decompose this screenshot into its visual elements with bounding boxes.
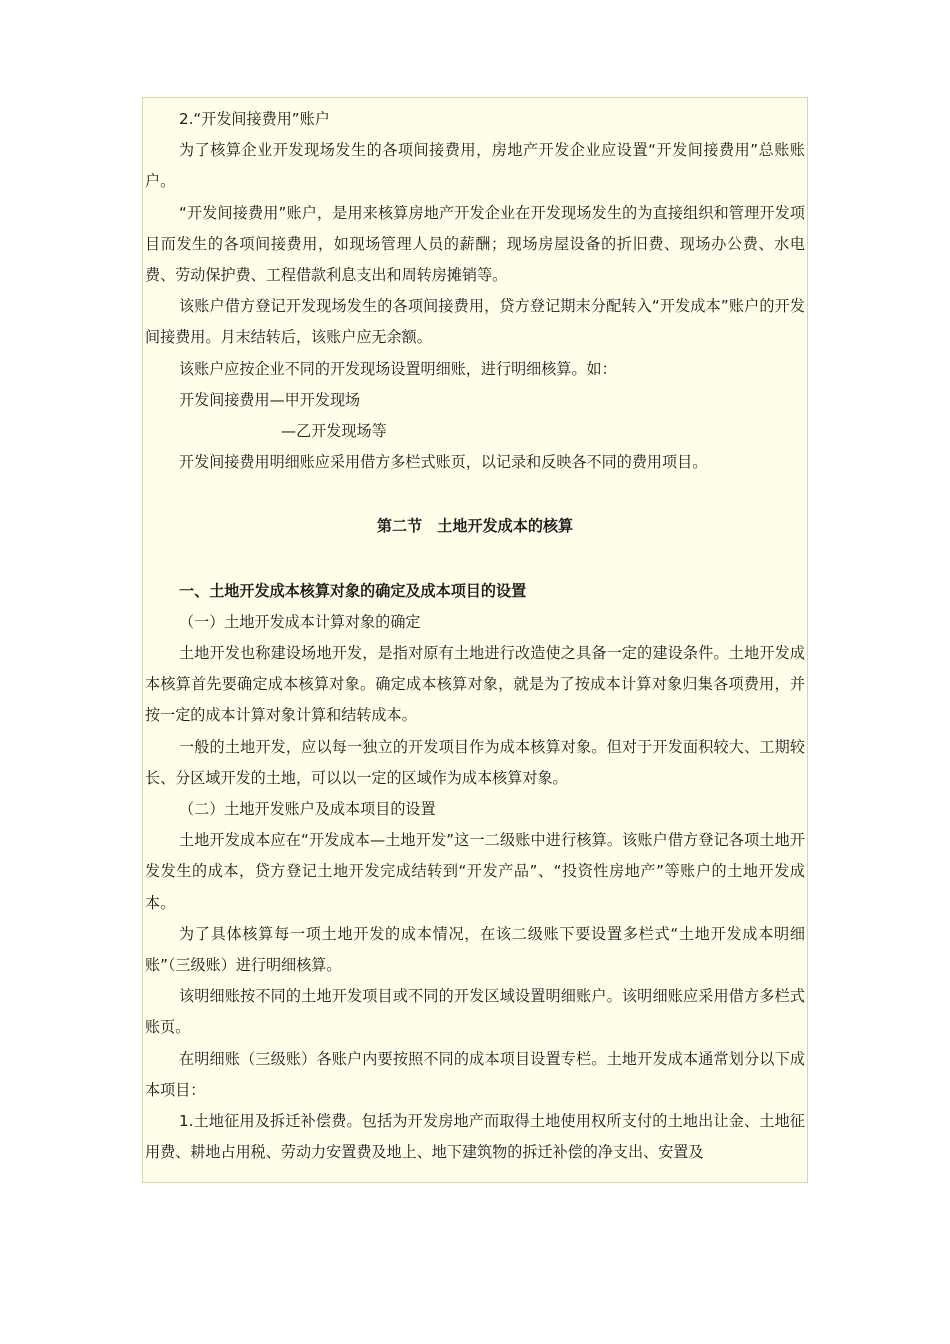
ledger-example-line: 开发间接费用—甲开发现场 [179, 390, 361, 409]
paragraph: 为了具体核算每一项土地开发的成本情况，在该二级账下要设置多栏式“土地开发成本明细账”（三级账）进行明细核算。 [145, 924, 805, 975]
paragraph: 土地开发成本应在“开发成本—土地开发”这一二级账中进行核算。该账户借方登记各项土地开发发生的成本，贷方登记土地开发完成结转到“开发产品”、“投资性房地产”等账户的土地开发成本。 [145, 831, 805, 912]
paragraph: 该账户应按企业不同的开发现场设置明细账，进行明细核算。如： [179, 359, 617, 378]
sub-heading: （一）土地开发成本计算对象的确定 [179, 612, 421, 631]
paragraph: 为了核算企业开发现场发生的各项间接费用，房地产开发企业应设置“开发间接费用”总账账户。 [145, 141, 805, 191]
paragraph: 1.土地征用及拆迁补偿费。包括为开发房地产而取得土地使用权所支付的土地出让金、土地征用费、耕地占用税、劳动力安置费及地上、地下建筑物的拆迁补偿的净支出、安置及 [145, 1112, 805, 1162]
paragraph: 该账户借方登记开发现场发生的各项间接费用，贷方登记期末分配转入“开发成本”账户的开发间接费用。月末结转后，该账户应无余额。 [145, 297, 805, 347]
section-title: 第二节 土地开发成本的核算 [376, 517, 574, 536]
document-panel [142, 97, 808, 1183]
subsection-heading: 一、土地开发成本核算对象的确定及成本项目的设置 [179, 581, 527, 600]
account-heading-indirect-cost: 2.“开发间接费用”账户 [179, 110, 330, 128]
paragraph: 一般的土地开发，应以每一独立的开发项目作为成本核算对象。但对于开发面积较大、工期较长、分区域开发的土地，可以以一定的区域作为成本核算对象。 [145, 737, 805, 787]
paragraph: 开发间接费用明细账应采用借方多栏式账页，以记录和反映各不同的费用项目。 [179, 453, 708, 472]
paragraph: “开发间接费用”账户，是用来核算房地产开发企业在开发现场发生的为直接组织和管理开发项目而发生的各项间接费用，如现场管理人员的薪酬；现场房屋设备的折旧费、现场办公费、水电费、劳动保护费、工程借款利息支出和周转房摊销等。 [145, 203, 805, 285]
sub-heading: （二）土地开发账户及成本项目的设置 [179, 800, 436, 819]
paragraph: 该明细账按不同的土地开发项目或不同的开发区域设置明细账户。该明细账应采用借方多栏式账页。 [145, 987, 805, 1037]
paragraph: 土地开发也称建设场地开发，是指对原有土地进行改造使之具备一定的建设条件。土地开发成本核算首先要确定成本核算对象。确定成本核算对象，就是为了按成本计算对象归集各项费用，并按一定的成本计算对象计算和结转成本。 [145, 644, 805, 725]
paragraph: 在明细账（三级账）各账户内要按照不同的成本项目设置专栏。土地开发成本通常划分以下成本项目： [145, 1049, 805, 1099]
ledger-example-line: —乙开发现场等 [281, 422, 387, 441]
